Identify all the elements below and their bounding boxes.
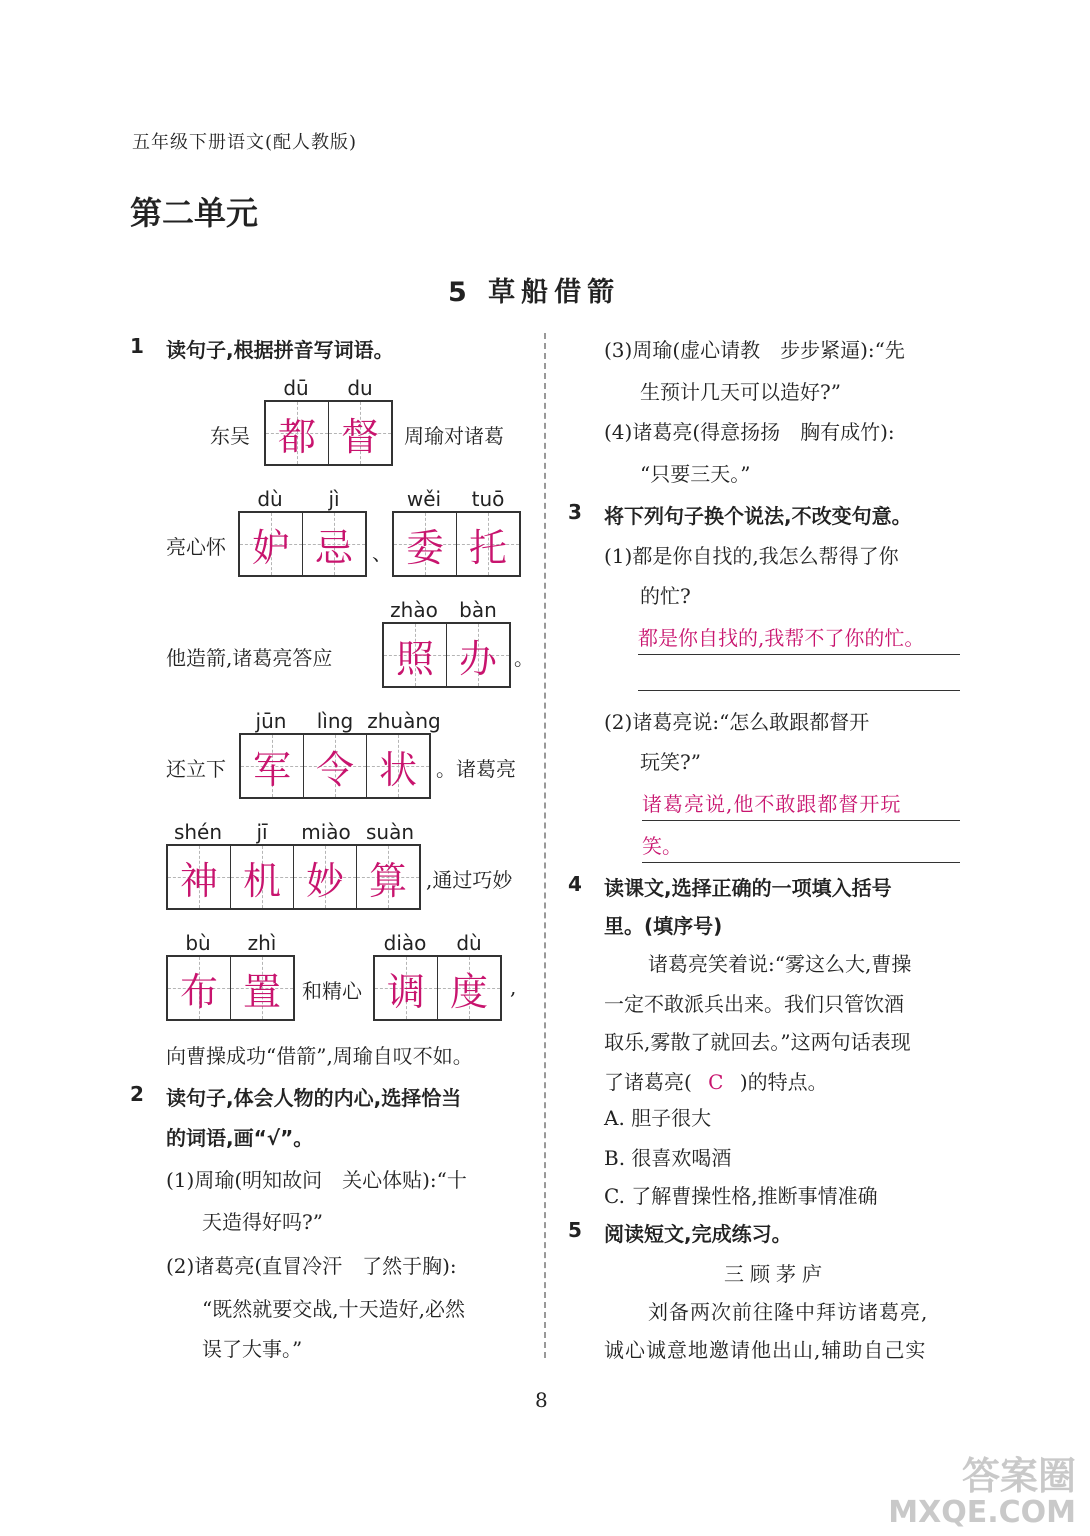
q3-s1-line2: 的忙? [640, 584, 691, 608]
pinyin: tuō [471, 487, 505, 511]
answer-char: 算 [368, 858, 407, 903]
q4-option-c: C. 了解曹操性格,推断事情准确 [604, 1184, 878, 1208]
pinyin: wěi [406, 487, 442, 511]
q1-row1-grid [264, 400, 393, 466]
q5-passage-line2: 诚心诚意地邀请他出山,辅助自己实 [604, 1338, 927, 1362]
char-cell [384, 624, 447, 686]
answer-char: 军 [252, 747, 291, 792]
watermark-line1: 答案圈 [961, 1453, 1076, 1498]
q2-s2-line3: 误了大事。” [202, 1337, 303, 1361]
answer-char: 办 [458, 636, 497, 681]
pinyin: shén [173, 820, 223, 844]
q1-row6-pinyin-a [166, 931, 294, 955]
q3-number: 3 [568, 500, 582, 524]
q3-title: 将下列句子换个说法,不改变句意。 [604, 504, 912, 528]
q4-line4-post: )的特点。 [739, 1070, 828, 1094]
q4-answer: C [708, 1070, 724, 1094]
q1-row1-pre: 东吴 [210, 424, 250, 448]
char-cell [447, 624, 509, 686]
char-cell [231, 846, 294, 908]
q1-row2-pre: 亮心怀 [166, 535, 226, 559]
q2-s4-line2: “只要三天。” [640, 462, 751, 486]
char-cell [168, 846, 231, 908]
q4-passage-line2: 一定不敢派兵出来。我们只管饮酒 [604, 992, 904, 1016]
q1-row2-mid: 、 [372, 541, 392, 565]
answer-char: 令 [315, 747, 354, 792]
page-header: 五年级下册语文(配人教版) [132, 132, 358, 153]
q2-title-line1: 读句子,体会人物的内心,选择恰当 [166, 1086, 462, 1110]
char-cell [294, 846, 357, 908]
q4-option-b: B. 很喜欢喝酒 [604, 1146, 732, 1170]
q1-row3-pre: 他造箭,诸葛亮答应 [166, 646, 333, 670]
answer-char: 神 [179, 858, 218, 903]
q1-row2-pinyin-b [392, 487, 520, 511]
answer-char: 布 [179, 969, 218, 1014]
pinyin: zhuàng [367, 709, 441, 733]
lesson-title: 5 草船借箭 [448, 277, 621, 308]
q1-row6-grid-a [166, 955, 295, 1021]
char-cell [438, 957, 500, 1019]
q1-row6-grid-b [373, 955, 502, 1021]
q1-row4-post: 。诸葛亮 [436, 757, 516, 781]
q1-row2-grid-b [392, 511, 521, 577]
q2-s1-line1: (1)周瑜(明知故问 关心体贴):“十 [166, 1168, 467, 1192]
pinyin: du [347, 376, 373, 400]
q1-row5-grid [166, 844, 421, 910]
pinyin: diào [383, 931, 427, 955]
q4-title-line2: 里。(填序号) [604, 914, 723, 938]
page-number: 8 [535, 1388, 548, 1412]
column-divider [544, 333, 546, 1358]
q1-number: 1 [130, 334, 144, 358]
answer-char: 妒 [251, 525, 290, 570]
q3-answer2-line2: 笑。 [642, 830, 960, 863]
q1-row1-post: 周瑜对诸葛 [404, 424, 504, 448]
q1-row6-pinyin-b [373, 931, 501, 955]
q4-passage-line1: 诸葛亮笑着说:“雾这么大,曹操 [648, 952, 912, 976]
q2-s2-line1: (2)诸葛亮(直冒冷汗 了然于胸): [166, 1254, 457, 1278]
answer-char: 机 [242, 858, 281, 903]
char-cell [367, 735, 429, 797]
q2-s1-line2: 天造得好吗?” [202, 1210, 323, 1234]
pinyin: dū [283, 376, 309, 400]
pinyin: lìng [316, 709, 354, 733]
q2-s3-line2: 生预计几天可以造好?” [640, 380, 841, 404]
answer-char: 照 [395, 636, 434, 681]
answer-char: 妙 [305, 858, 344, 903]
pinyin: dù [257, 487, 283, 511]
q1-row3-post: 。 [514, 646, 534, 670]
pinyin: suàn [365, 820, 415, 844]
q1-row1-pinyin [264, 376, 392, 400]
q1-row3-grid [382, 622, 511, 688]
char-cell [357, 846, 419, 908]
q4-passage-line3: 取乐,雾散了就回去。”这两句话表现 [604, 1030, 911, 1054]
q1-row5-post: ,通过巧妙 [426, 868, 513, 892]
q5-title: 阅读短文,完成练习。 [604, 1222, 792, 1246]
answer-char: 置 [242, 969, 281, 1014]
watermark [888, 1453, 1076, 1530]
pinyin: miào [301, 820, 351, 844]
char-cell [241, 735, 304, 797]
q1-tail: 向曹操成功“借箭”,周瑜自叹不如。 [166, 1044, 473, 1068]
q1-row3-pinyin [382, 598, 510, 622]
answer-char: 忌 [314, 525, 353, 570]
q1-title: 读句子,根据拼音写词语。 [166, 338, 394, 362]
q3-answer1-blank-line [638, 690, 960, 691]
pinyin: bù [185, 931, 211, 955]
q1-row5-pinyin [166, 820, 422, 844]
q2-title-line2: 的词语,画“√”。 [166, 1126, 314, 1150]
char-cell [168, 957, 231, 1019]
q4-number: 4 [568, 872, 582, 896]
answer-char: 督 [340, 414, 379, 459]
pinyin: jì [328, 487, 340, 511]
answer-char: 委 [405, 525, 444, 570]
q1-row4-pinyin [239, 709, 441, 733]
q4-passage-line4 [604, 1066, 828, 1095]
char-cell [303, 513, 365, 575]
q3-s1-line1: (1)都是你自找的,我怎么帮得了你 [604, 544, 899, 568]
char-cell [304, 735, 367, 797]
q1-row6-mid: 和精心 [302, 979, 362, 1003]
pinyin: zhì [247, 931, 277, 955]
pinyin: dù [456, 931, 482, 955]
q1-row6-post: , [510, 975, 517, 999]
q1-row2-pinyin-a [238, 487, 366, 511]
answer-char: 状 [378, 747, 417, 792]
watermark-line2: MXQE.COM [888, 1494, 1076, 1530]
char-cell [231, 957, 293, 1019]
q1-row4-grid [239, 733, 431, 799]
answer-char: 托 [468, 525, 507, 570]
pinyin: zhào [390, 598, 438, 622]
pinyin: bàn [459, 598, 497, 622]
char-cell [394, 513, 457, 575]
q3-s2-line2: 玩笑?” [640, 750, 701, 774]
q5-passage-line1: 刘备两次前往隆中拜访诸葛亮, [648, 1300, 929, 1324]
q2-s2-line2: “既然就要交战,十天造好,必然 [202, 1297, 465, 1321]
q5-story-title: 三顾茅庐 [724, 1262, 828, 1286]
q2-number: 2 [130, 1082, 144, 1106]
char-cell [457, 513, 519, 575]
q5-number: 5 [568, 1218, 582, 1242]
unit-title: 第二单元 [130, 194, 259, 232]
q4-title-line1: 读课文,选择正确的一项填入括号 [604, 876, 892, 900]
q4-line4-pre: 了诸葛亮( [604, 1070, 692, 1094]
q3-s2-line1: (2)诸葛亮说:“怎么敢跟都督开 [604, 710, 870, 734]
q1-row4-pre: 还立下 [166, 757, 226, 781]
pinyin: jūn [255, 709, 287, 733]
q3-answer1: 都是你自找的,我帮不了你的忙。 [638, 622, 960, 655]
q1-row2-grid-a [238, 511, 367, 577]
pinyin: jī [256, 820, 268, 844]
char-cell [240, 513, 303, 575]
q4-option-a: A. 胆子很大 [604, 1106, 712, 1130]
q2-s4-line1: (4)诸葛亮(得意扬扬 胸有成竹): [604, 420, 895, 444]
q3-answer2-line1: 诸葛亮说,他不敢跟都督开玩 [642, 788, 960, 821]
answer-char: 度 [449, 969, 488, 1014]
q2-s3-line1: (3)周瑜(虚心请教 步步紧逼):“先 [604, 338, 905, 362]
char-cell [329, 402, 391, 464]
char-cell [375, 957, 438, 1019]
char-cell [266, 402, 329, 464]
answer-char: 都 [277, 414, 316, 459]
answer-char: 调 [386, 969, 425, 1014]
